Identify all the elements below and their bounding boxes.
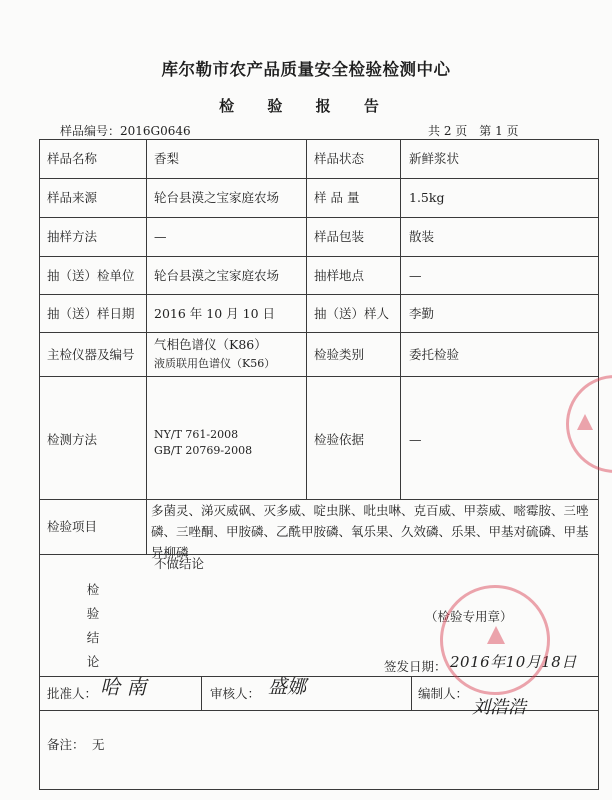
row-divider [39, 332, 599, 333]
label-sample-name: 样品名称 [47, 151, 98, 166]
col-divider [411, 676, 412, 710]
label-test-method: 检测方法 [47, 432, 98, 447]
conclusion-char: 结 [86, 630, 100, 645]
value-sampling-place: — [409, 268, 422, 283]
col-divider [306, 139, 307, 499]
report-title: 检 验 报 告 [219, 97, 393, 115]
label-packaging: 样品包装 [314, 229, 365, 244]
conclusion-char: 验 [86, 606, 100, 621]
label-sampling-place: 抽样地点 [314, 268, 365, 283]
value-sending-unit: 轮台县漠之宝家庭农场 [154, 268, 280, 283]
conclusion-char: 检 [86, 582, 100, 597]
col-divider [201, 676, 202, 710]
remarks-label: 备注： [47, 737, 85, 752]
row-divider [39, 178, 599, 179]
value-instrument-2: 液质联用色谱仪（K56） [154, 357, 276, 370]
value-sample-source: 轮台县漠之宝家庭农场 [154, 190, 280, 205]
value-instrument-1: 气相色谱仪（K86） [154, 337, 267, 352]
page-info [428, 122, 531, 139]
value-sample-name: 香梨 [154, 151, 180, 166]
value-sending-date: 2016 年 10 月 10 日 [154, 306, 275, 321]
reviewer-label: 审核人： [210, 686, 261, 701]
label-sample-source: 样品来源 [47, 190, 98, 205]
value-sender: 李勤 [409, 306, 435, 321]
seal-star-icon [577, 414, 593, 430]
col-divider [400, 139, 401, 499]
label-sending-unit: 抽（送）检单位 [47, 268, 135, 283]
row-divider [39, 256, 599, 257]
row-divider [39, 376, 599, 377]
value-basis: — [409, 432, 422, 447]
label-instruments: 主检仪器及编号 [47, 347, 135, 362]
approver-label: 批准人： [47, 686, 98, 701]
row-divider [39, 294, 599, 295]
value-inspection-type: 委托检验 [409, 347, 460, 362]
value-method-1: NY/T 761-2008 [154, 428, 239, 441]
conclusion-label [86, 578, 100, 674]
value-packaging: 散装 [409, 229, 435, 244]
official-seal [440, 585, 550, 695]
label-sender: 抽（送）样人 [314, 306, 390, 321]
conclusion-text: 不做结论 [154, 556, 205, 571]
value-sample-quantity: 1.5kg [409, 190, 445, 205]
value-sampling-method: — [154, 229, 167, 244]
label-test-items: 检验项目 [47, 519, 98, 534]
sign-date-label: 签发日期： [384, 659, 447, 674]
stamp-note: （检验专用章） [425, 609, 513, 624]
label-basis: 检验依据 [314, 432, 365, 447]
col-divider [146, 139, 147, 554]
value-method-2: GB/T 20769-2008 [154, 444, 253, 457]
value-sample-state: 新鲜浆状 [409, 151, 460, 166]
remarks-value: 无 [92, 737, 105, 752]
label-sample-quantity: 样 品 量 [314, 190, 360, 205]
reviewer-signature: 盛娜 [268, 676, 307, 698]
seal-star-icon [487, 626, 505, 644]
label-sampling-method: 抽样方法 [47, 229, 98, 244]
page-number: 第 1 页 [479, 124, 519, 138]
row-divider [39, 217, 599, 218]
value-test-items: 多菌灵、涕灭威砜、灭多威、啶虫脒、吡虫啉、克百威、甲萘威、嘧霉胺、三唑磷、三唑酮、甲胺磷、乙酰甲胺磷、氧乐果、久效磷、乐果、甲基对硫磷、甲基异柳磷 [151, 503, 589, 560]
preparer-label: 编制人： [418, 686, 469, 701]
label-sample-state: 样品状态 [314, 151, 365, 166]
label-sending-date: 抽（送）样日期 [47, 306, 135, 321]
approver-signature: 哈 南 [100, 675, 147, 699]
preparer-signature: 刘浩浩 [472, 697, 526, 718]
sign-date-value: 2016年10月18日 [450, 653, 577, 671]
conclusion-char: 论 [86, 654, 100, 669]
label-inspection-type: 检验类别 [314, 347, 365, 362]
sample-number: 样品编号：2016G0646 [60, 124, 191, 138]
org-title: 库尔勒市农产品质量安全检验检测中心 [161, 60, 451, 79]
total-pages: 共 2 页 [428, 124, 468, 138]
